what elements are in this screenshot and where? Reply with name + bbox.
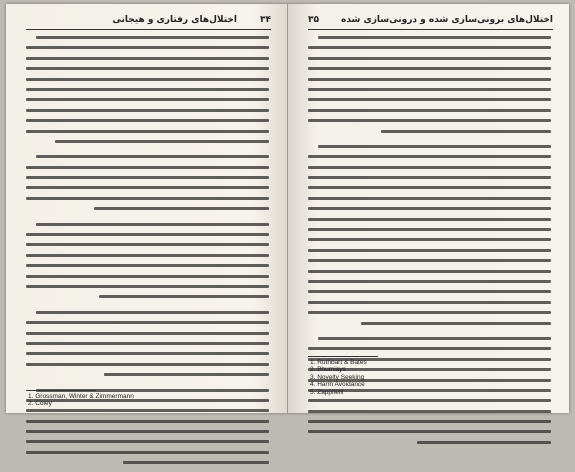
text-line	[26, 57, 269, 60]
text-line	[26, 197, 269, 200]
text-line	[26, 98, 269, 101]
text-line	[308, 98, 551, 101]
text-line	[308, 186, 551, 189]
text-line	[26, 88, 269, 91]
right-footnote-rule	[308, 356, 378, 357]
text-line	[26, 67, 269, 70]
text-line	[26, 352, 269, 355]
right-page-number: ۳۵	[308, 15, 319, 25]
text-line	[26, 264, 269, 267]
text-line	[99, 295, 269, 298]
text-line	[318, 145, 551, 148]
right-page	[288, 4, 569, 413]
text-line	[36, 155, 269, 158]
text-line	[26, 321, 269, 324]
left-footnote-rule	[26, 390, 96, 391]
footnote: 1. Grossman, Winter & Zimmermann	[28, 393, 134, 400]
text-line	[26, 430, 269, 433]
text-line	[123, 461, 269, 464]
text-line	[26, 119, 269, 122]
text-line	[26, 233, 269, 236]
text-line	[26, 166, 269, 169]
text-line	[308, 88, 551, 91]
text-line	[26, 243, 269, 246]
text-line	[26, 420, 269, 423]
text-line	[308, 238, 551, 241]
text-line	[26, 451, 269, 454]
text-line	[26, 363, 269, 366]
text-line	[308, 228, 551, 231]
footnote: 3. Novelty Seeking	[310, 373, 365, 381]
left-page	[6, 4, 287, 413]
text-line	[94, 207, 269, 210]
text-line	[308, 46, 551, 49]
text-line	[308, 430, 551, 433]
text-line	[308, 280, 551, 283]
text-line	[55, 140, 269, 143]
text-line	[308, 67, 551, 70]
right-page-header	[308, 15, 553, 30]
text-line	[308, 249, 551, 252]
text-line	[308, 166, 551, 169]
text-line	[308, 176, 551, 179]
footnote: 4. Harm Avoidance	[310, 381, 365, 389]
text-line	[26, 46, 269, 49]
text-line	[308, 270, 551, 273]
text-line	[26, 332, 269, 335]
footnote: 5. Zappitelli	[310, 388, 344, 396]
text-line	[361, 322, 551, 325]
text-line	[308, 207, 551, 210]
text-line	[308, 78, 551, 81]
text-line	[308, 347, 551, 350]
text-line	[26, 130, 269, 133]
left-page-title: اختلال‌های رفتاری و هیجانی	[112, 15, 237, 25]
text-line	[417, 441, 551, 444]
text-line	[318, 36, 551, 39]
text-line	[381, 130, 551, 133]
text-line	[308, 410, 551, 413]
paragraph-gap	[26, 218, 269, 223]
text-line	[26, 186, 269, 189]
footnote: 2. Coley	[28, 400, 52, 408]
text-line	[36, 223, 269, 226]
text-line	[308, 155, 551, 158]
left-page-header	[26, 15, 271, 30]
text-line	[308, 311, 551, 314]
text-line	[308, 259, 551, 262]
left-footnotes	[28, 393, 134, 408]
text-line	[26, 254, 269, 257]
text-line	[308, 197, 551, 200]
text-line	[26, 342, 269, 345]
text-line	[104, 373, 269, 376]
text-line	[308, 290, 551, 293]
text-line	[26, 409, 269, 412]
text-line	[26, 275, 269, 278]
text-line	[308, 301, 551, 304]
text-line	[36, 311, 269, 314]
text-line	[26, 176, 269, 179]
left-page-number: ۳۴	[260, 15, 271, 25]
text-line	[26, 285, 269, 288]
right-page-title: اختلال‌های برونی‌سازی شده و درونی‌سازی شده	[341, 15, 553, 25]
text-line	[308, 218, 551, 221]
text-line	[308, 399, 551, 402]
text-line	[26, 440, 269, 443]
text-line	[26, 109, 269, 112]
text-line	[308, 109, 551, 112]
text-line	[308, 57, 551, 60]
right-footnotes	[310, 359, 367, 396]
paragraph-gap	[26, 384, 269, 389]
text-line	[36, 36, 269, 39]
text-line	[308, 119, 551, 122]
footnote: 1. Rothbart & Bates	[310, 359, 367, 366]
footnote: 2. Bhumiays	[310, 366, 346, 374]
text-line	[318, 337, 551, 340]
book-spread	[6, 4, 569, 413]
text-line	[308, 420, 551, 423]
text-line	[26, 78, 269, 81]
